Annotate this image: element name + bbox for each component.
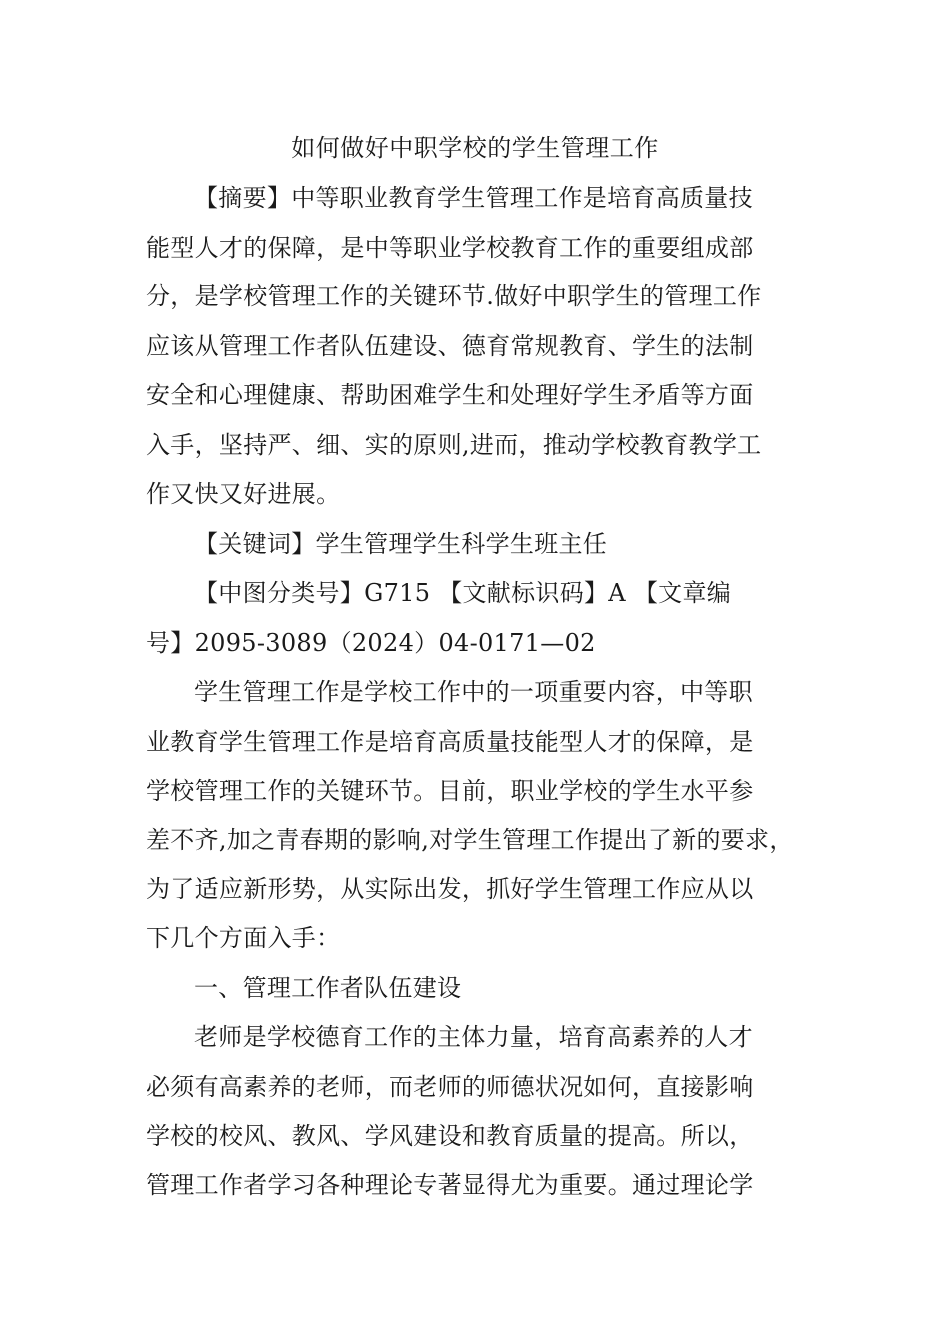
body-paragraph-1-line-6: 下几个方面入手： (146, 924, 341, 952)
abstract-line-5: 安全和心理健康、帮助困难学生和处理好学生矛盾等方面 (146, 381, 754, 409)
body-paragraph-2-line-3: 学校的校风、教风、学风建设和教育质量的提高。所以， (146, 1122, 754, 1150)
body-paragraph-2-line-2: 必须有高素养的老师，而老师的师德状况如何，直接影响 (146, 1073, 754, 1101)
classification-line-2: 号】2095-3089（2024）04-0171—02 (146, 629, 596, 657)
body-paragraph-2-line-4: 管理工作者学习各种理论专著显得尤为重要。通过理论学 (146, 1171, 754, 1199)
abstract-line-2: 能型人才的保障，是中等职业学校教育工作的重要组成部 (146, 234, 754, 262)
abstract-line-4: 应该从管理工作者队伍建设、德育常规教育、学生的法制 (146, 332, 754, 360)
abstract-line-1: 【摘要】中等职业教育学生管理工作是培育高质量技 (194, 184, 753, 212)
keywords-line: 【关键词】学生管理学生科学生班主任 (194, 530, 608, 558)
body-paragraph-1-line-4: 差不齐,加之青春期的影响,对学生管理工作提出了新的要求， (146, 826, 794, 854)
abstract-line-6: 入手，坚持严、细、实的原则,进而，推动学校教育教学工 (146, 431, 762, 459)
abstract-line-7: 作又快又好进展。 (146, 480, 341, 508)
body-paragraph-1-line-5: 为了适应新形势，从实际出发，抓好学生管理工作应从以 (146, 875, 754, 903)
body-paragraph-1-line-3: 学校管理工作的关键环节。目前，职业学校的学生水平参 (146, 777, 754, 805)
body-paragraph-1-line-1: 学生管理工作是学校工作中的一项重要内容，中等职 (194, 678, 753, 706)
section-heading-1: 一、管理工作者队伍建设 (194, 974, 462, 1002)
classification-line-1: 【中图分类号】G715 【文献标识码】A 【文章编 (194, 579, 732, 607)
body-paragraph-2-line-1: 老师是学校德育工作的主体力量，培育高素养的人才 (194, 1023, 753, 1051)
body-paragraph-1-line-2: 业教育学生管理工作是培育高质量技能型人才的保障，是 (146, 728, 754, 756)
document-title: 如何做好中职学校的学生管理工作 (291, 134, 659, 162)
abstract-line-3: 分，是学校管理工作的关键环节.做好中职学生的管理工作 (146, 282, 762, 310)
